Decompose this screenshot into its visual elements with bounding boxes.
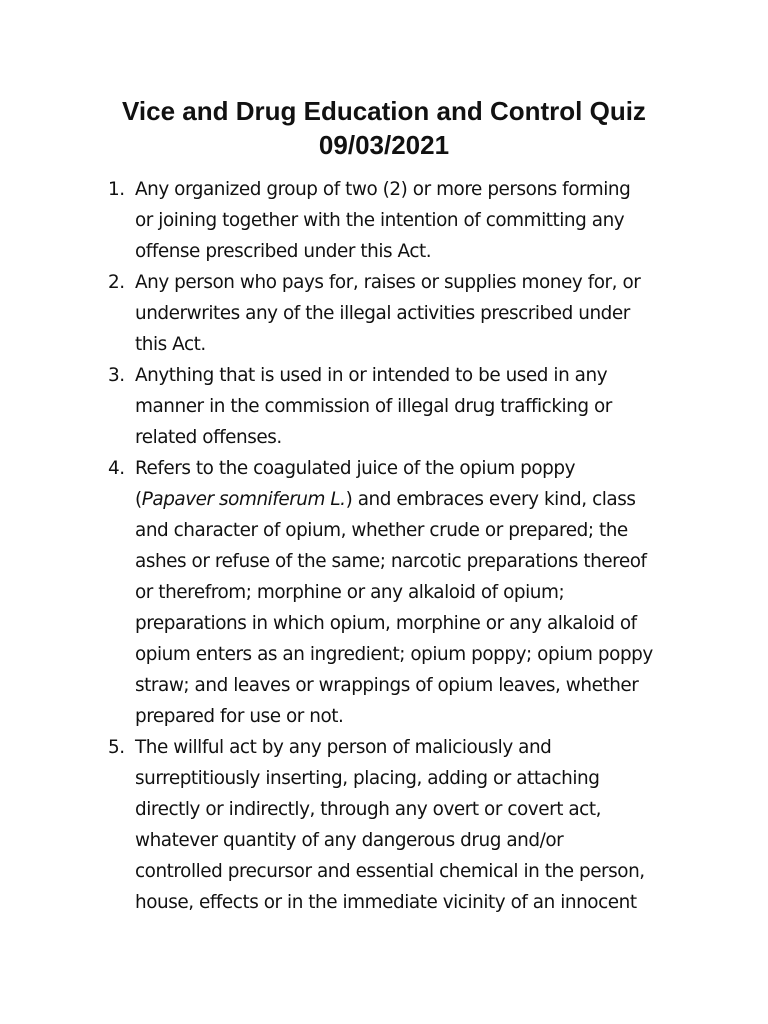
text-line: straw; and leaves or wrappings of opium leaves, whether [135,675,639,696]
item-text [135,267,688,360]
text-line: Any organized group of two (2) or more persons forming [135,179,631,200]
item-text [135,453,688,732]
item-number: 1. [108,179,125,200]
title-date: 09/03/2021 [318,130,450,160]
text-line: or joining together with the intention of committing any [135,210,625,231]
text-line: related offenses. [135,427,282,448]
text-line: house, effects or in the immediate vicinity of an innocent [135,892,637,913]
open-paren: ( [135,489,142,510]
text-line: prepared for use or not. [135,706,344,727]
text-line: manner in the commission of illegal drug trafficking or [135,396,612,417]
text-line: or therefrom; morphine or any alkaloid of opium; [135,582,565,603]
item-text [135,732,688,918]
text-line: Refers to the coagulated juice of the opium poppy [135,458,576,479]
item-number: 3. [108,365,125,386]
text-line-scientific-name [135,484,688,515]
scientific-name: Papaver somniferum L. [141,489,346,510]
text-line: Any person who pays for, raises or supplies money for, or [135,272,641,293]
quiz-item-4 [108,453,688,732]
text-line: opium enters as an ingredient; opium poppy; opium poppy [135,644,653,665]
quiz-question-list [108,174,688,918]
text-line: The willful act by any person of maliciously and [135,737,552,758]
text-line: directly or indirectly, through any overt or covert act, [135,799,602,820]
text-line: Anything that is used in or intended to be used in any [135,365,608,386]
text-line: whatever quantity of any dangerous drug and/or [135,830,564,851]
text-line: offense prescribed under this Act. [135,241,432,262]
text-line: this Act. [135,334,206,355]
text-line: ashes or refuse of the same; narcotic preparations thereof [135,551,647,572]
text-line: surreptitiously inserting, placing, adding or attaching [135,768,600,789]
quiz-item-2 [108,267,688,360]
quiz-item-1 [108,174,688,267]
item-number: 5. [108,737,125,758]
document-title [0,94,768,162]
item-number: 2. [108,272,125,293]
title-line-1: Vice and Drug Education and Control Quiz [122,96,646,126]
line-continuation: ) and embraces every kind, class [345,489,636,510]
item-number: 4. [108,458,125,479]
item-text [135,360,688,453]
quiz-item-5 [108,732,688,918]
item-text [135,174,688,267]
quiz-item-3 [108,360,688,453]
text-line: preparations in which opium, morphine or any alkaloid of [135,613,637,634]
text-line: underwrites any of the illegal activities prescribed under [135,303,630,324]
text-line: and character of opium, whether crude or prepared; the [135,520,628,541]
text-line: controlled precursor and essential chemical in the person, [135,861,645,882]
